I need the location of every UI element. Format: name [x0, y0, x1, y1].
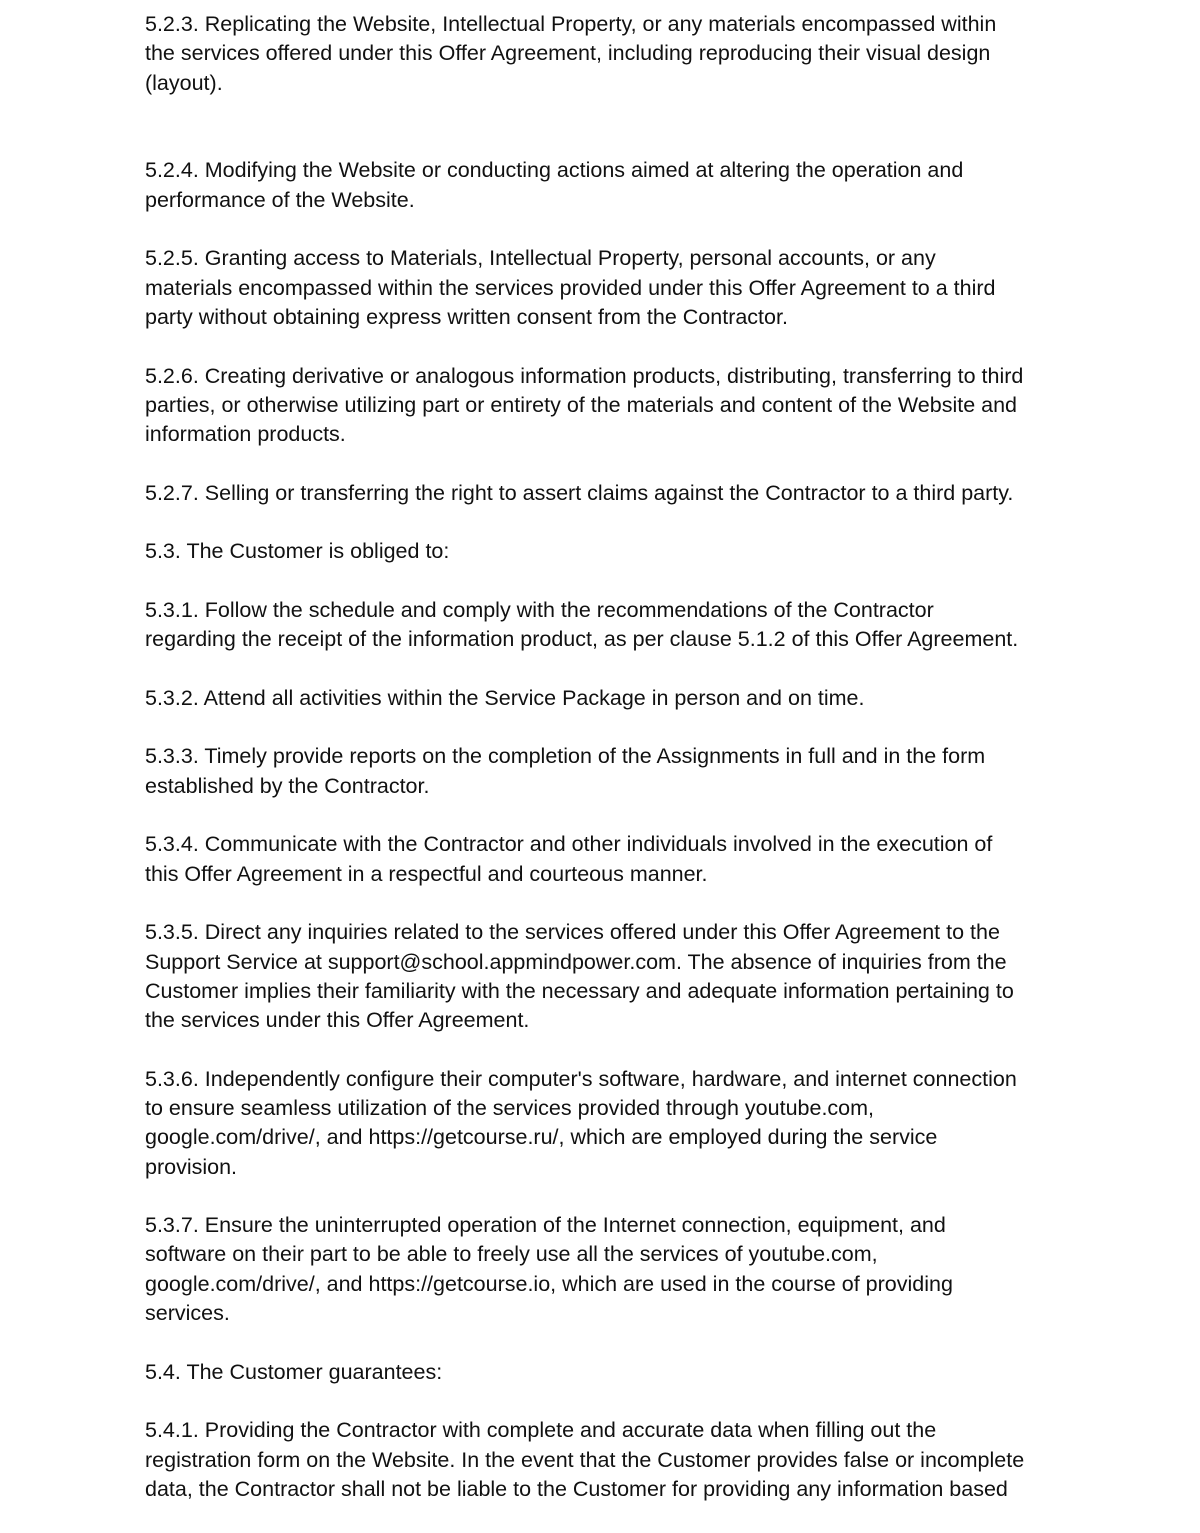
text-line: 5.3. The Customer is obliged to:	[145, 539, 450, 564]
text-line: 5.3.1. Follow the schedule and comply with the recommendations of the Contractor	[145, 597, 934, 622]
text-line: provision.	[145, 1154, 238, 1179]
text-line: to ensure seamless utilization of the services provided through youtube.com,	[145, 1095, 875, 1120]
clause-5-4-1	[145, 1416, 1060, 1504]
text-line: this Offer Agreement in a respectful and courteous manner.	[145, 861, 708, 886]
clause-5-3-7	[145, 1211, 1060, 1328]
clause-5-4-heading	[145, 1358, 1060, 1387]
clause-5-3-5	[145, 918, 1060, 1035]
text-line: information products.	[145, 422, 346, 447]
text-line: 5.2.6. Creating derivative or analogous information products, distributing, transferring to third	[145, 363, 1024, 388]
text-line: regarding the receipt of the information product, as per clause 5.1.2 of this Offer Agreement.	[145, 627, 1019, 652]
clause-5-3-3	[145, 742, 1060, 801]
text-line: 5.3.5. Direct any inquiries related to the services offered under this Offer Agreement to the	[145, 920, 1000, 945]
clause-5-3-6	[145, 1065, 1060, 1182]
text-line: 5.3.4. Communicate with the Contractor and other individuals involved in the execution of	[145, 832, 993, 857]
document-page	[145, 10, 1060, 1533]
text-line: 5.3.2. Attend all activities within the Service Package in person and on time.	[145, 685, 865, 710]
text-line: google.com/drive/, and https://getcourse.ru/, which are employed during the service	[145, 1125, 938, 1150]
text-line: data, the Contractor shall not be liable to the Customer for providing any information based	[145, 1476, 1008, 1501]
text-line: Support Service at support@school.appmindpower.com. The absence of inquiries from the	[145, 949, 1007, 974]
text-line: 5.4.1. Providing the Contractor with complete and accurate data when filling out the	[145, 1418, 937, 1443]
text-line: 5.2.5. Granting access to Materials, Intellectual Property, personal accounts, or any	[145, 246, 936, 271]
text-line: the services offered under this Offer Agreement, including reproducing their visual design	[145, 41, 991, 66]
text-line: services.	[145, 1301, 230, 1326]
text-line: 5.3.7. Ensure the uninterrupted operation of the Internet connection, equipment, and	[145, 1213, 946, 1238]
clause-5-2-4	[145, 156, 1060, 215]
clause-5-2-6	[145, 362, 1060, 450]
text-line: performance of the Website.	[145, 187, 415, 212]
text-line: 5.3.6. Independently configure their computer's software, hardware, and internet connection	[145, 1066, 1017, 1091]
text-line: established by the Contractor.	[145, 773, 430, 798]
clause-5-3-1	[145, 596, 1060, 655]
text-line: Customer implies their familiarity with the necessary and adequate information pertaining to	[145, 978, 1014, 1003]
text-line: the services under this Offer Agreement.	[145, 1008, 530, 1033]
text-line: party without obtaining express written consent from the Contractor.	[145, 304, 788, 329]
text-line: software on their part to be able to freely use all the services of youtube.com,	[145, 1242, 878, 1267]
clause-5-2-5	[145, 244, 1060, 332]
text-line: 5.2.4. Modifying the Website or conducting actions aimed at altering the operation and	[145, 158, 964, 183]
clause-5-3-4	[145, 830, 1060, 889]
text-line: (layout).	[145, 70, 223, 95]
text-line: 5.2.7. Selling or transferring the right to assert claims against the Contractor to a third party.	[145, 480, 1014, 505]
text-line: 5.3.3. Timely provide reports on the completion of the Assignments in full and in the form	[145, 744, 986, 769]
text-line: 5.4. The Customer guarantees:	[145, 1359, 443, 1384]
text-line: parties, or otherwise utilizing part or entirety of the materials and content of the Website and	[145, 392, 1018, 417]
clause-5-2-7	[145, 479, 1060, 508]
clause-5-3-heading	[145, 537, 1060, 566]
text-line: 5.2.3. Replicating the Website, Intellectual Property, or any materials encompassed within	[145, 12, 997, 36]
clause-5-3-2	[145, 684, 1060, 713]
clause-5-2-3	[145, 10, 1060, 98]
text-line: registration form on the Website. In the event that the Customer provides false or incomplete	[145, 1447, 1025, 1472]
text-line: google.com/drive/, and https://getcourse.io, which are used in the course of providing	[145, 1271, 953, 1296]
text-line: materials encompassed within the services provided under this Offer Agreement to a third	[145, 275, 996, 300]
